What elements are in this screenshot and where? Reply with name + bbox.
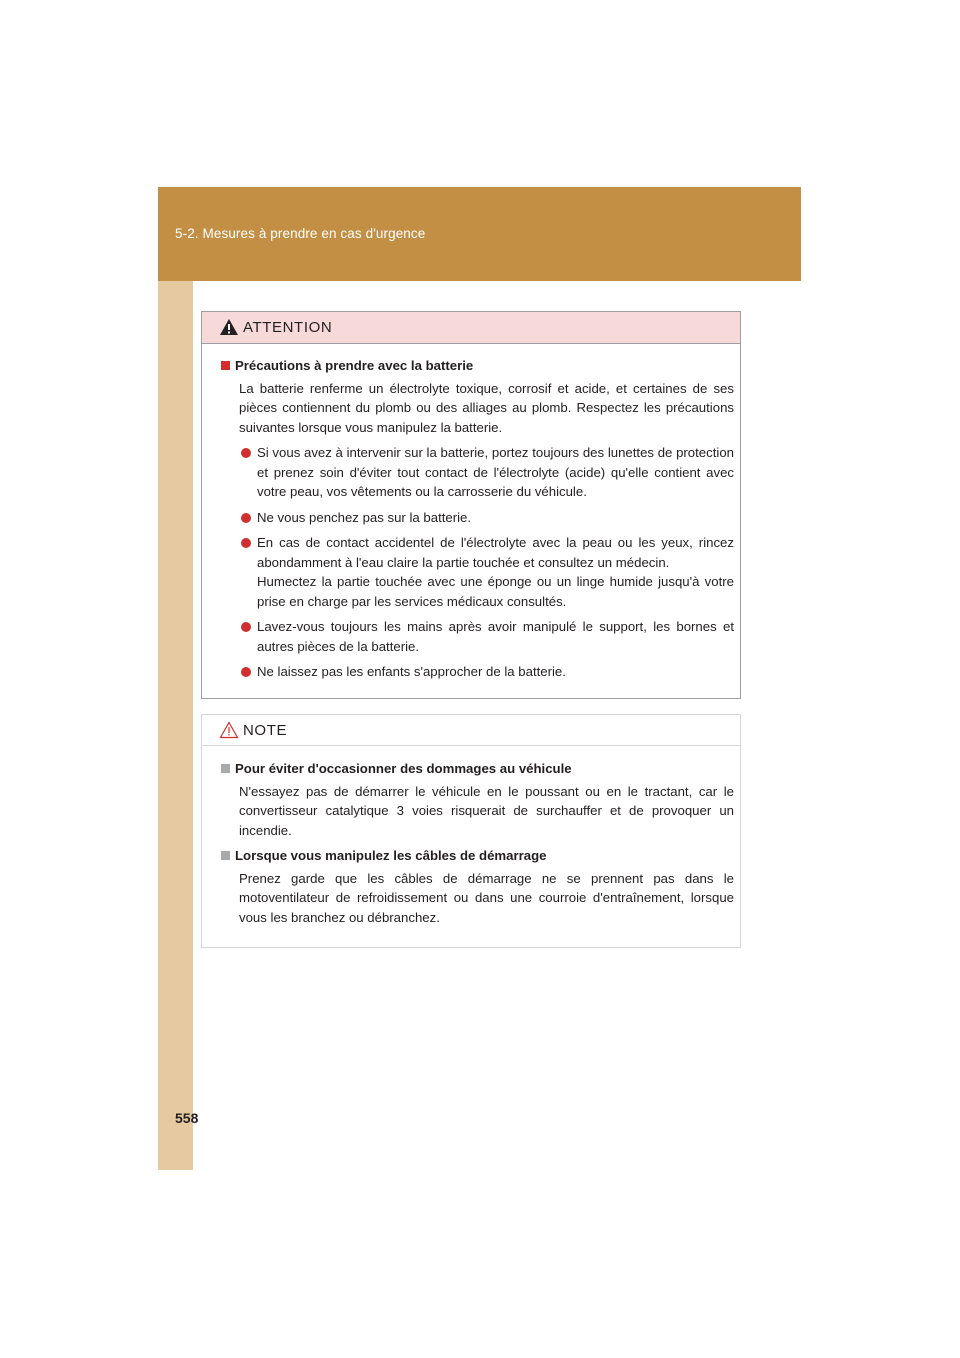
list-item: Lavez-vous toujours les mains après avoir manipulé le support, les bornes et autres pièces de la batterie. (241, 617, 734, 656)
square-bullet-icon (221, 764, 230, 773)
caution-outline-triangle-icon (219, 721, 239, 739)
attention-box (201, 311, 741, 699)
note-section-title: Lorsque vous manipulez les câbles de démarrage (221, 846, 734, 866)
square-bullet-icon (221, 851, 230, 860)
side-tab-band (158, 187, 193, 1170)
list-item: Ne vous penchez pas sur la batterie. (241, 508, 734, 528)
attention-intro: La batterie renferme un électrolyte toxique, corrosif et acide, et certaines de ses pièces contiennent du plomb ou des alliages au plomb. Respectez les précautions suivantes lorsque vous manipulez la batterie. (239, 380, 734, 435)
round-bullet-icon (241, 538, 251, 548)
note-header (202, 715, 740, 746)
square-bullet-icon (221, 361, 230, 370)
note-paragraph: N'essayez pas de démarrer le véhicule en le poussant ou en le tractant, car le convertisseur catalytique 3 voies risquerait de surchauffer et de provoquer un incendie. (239, 783, 734, 838)
note-label: NOTE (243, 722, 288, 739)
note-section-title: Pour éviter d'occasionner des dommages au véhicule (221, 759, 734, 779)
round-bullet-icon (241, 513, 251, 523)
list-item: En cas de contact accidentel de l'électrolyte avec la peau ou les yeux, rincez abondamment à l'eau claire la partie touchée et consultez un médecin. Humectez la partie touchée avec une éponge ou un linge humide jusqu'à votre prise en charge par les services médicaux consultés. (241, 533, 734, 611)
note-box (201, 714, 741, 948)
attention-label: ATTENTION (243, 319, 333, 336)
section-header-title: 5-2. Mesures à prendre en cas d'urgence (175, 226, 426, 241)
list-item: Ne laissez pas les enfants s'approcher de la batterie. (241, 662, 734, 682)
round-bullet-icon (241, 667, 251, 677)
page-number: 558 (175, 1110, 199, 1126)
round-bullet-icon (241, 622, 251, 632)
attention-section-title: Précautions à prendre avec la batterie (221, 356, 734, 376)
list-item: Si vous avez à intervenir sur la batterie, portez toujours des lunettes de protection et prenez soin d'éviter tout contact de l'électrolyte (acide) qu'elle contient avec votre peau, vos vêtements ou la carrosserie du véhicule. (241, 443, 734, 502)
note-paragraph: Prenez garde que les câbles de démarrage ne se prennent pas dans le motoventilateur de refroidissement ou dans une courroie d'entraînement, lorsque vous les branchez ou débranchez. (239, 870, 734, 925)
round-bullet-icon (241, 448, 251, 458)
warning-triangle-icon (219, 318, 239, 336)
attention-header (202, 312, 740, 344)
